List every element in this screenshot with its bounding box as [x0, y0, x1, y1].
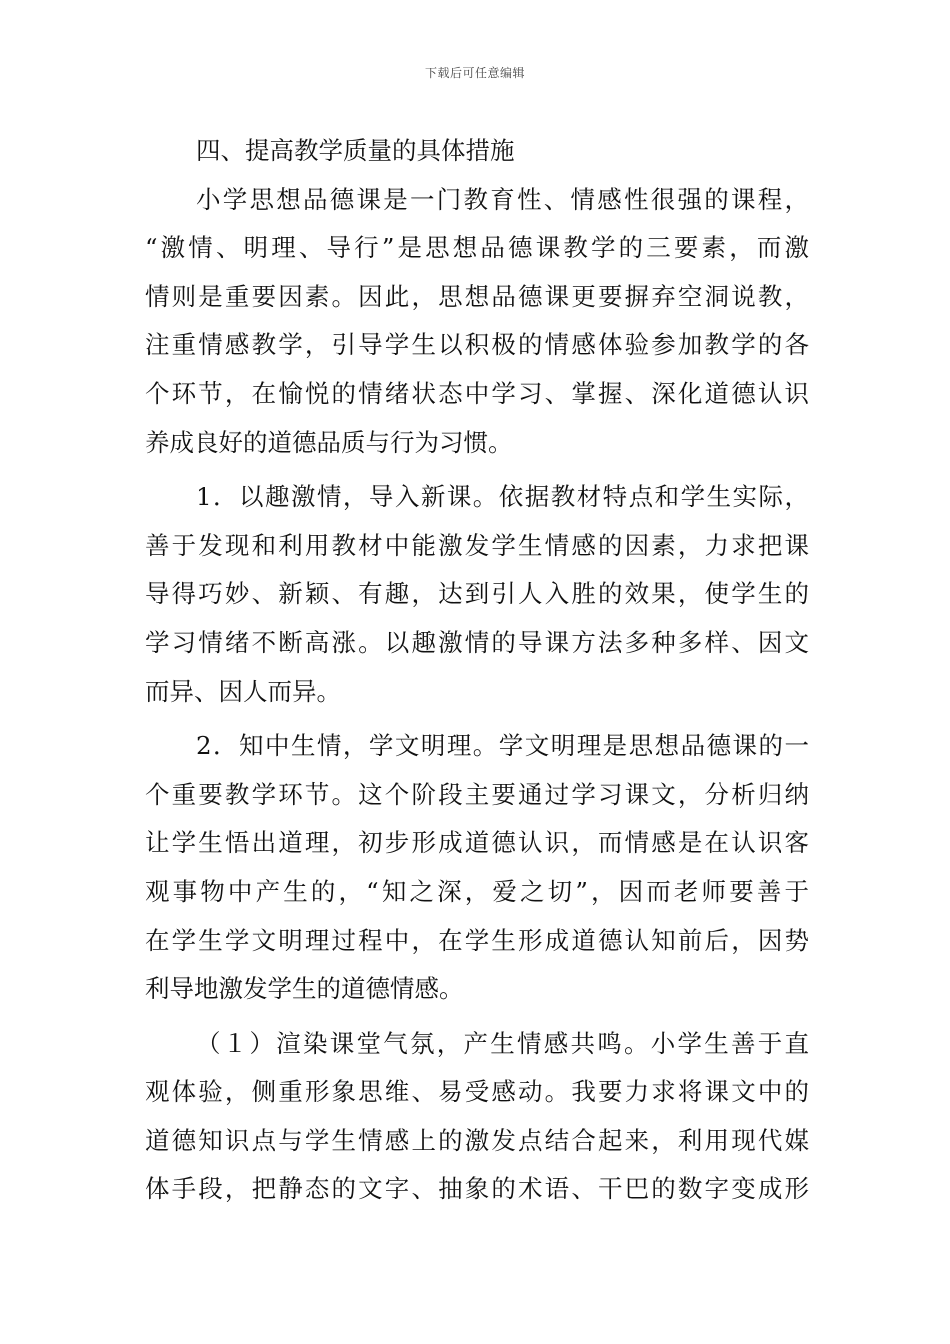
paragraph-line: 2．知中生情，学文明理。学文明理是思想品德课的一	[196, 731, 809, 761]
item-1-paragraph	[145, 473, 809, 716]
item-2-1-paragraph	[145, 1020, 809, 1214]
paragraph-line: 导得巧妙、新颖、有趣，达到引人入胜的效果，使学生的	[145, 579, 809, 609]
paragraph-line: 观事物中产生的，“知之深，爱之切”，因而老师要善于	[145, 876, 809, 906]
paragraph-line: 小学思想品德课是一门教育性、情感性很强的课程，	[196, 184, 809, 214]
paragraph-line: “激情、明理、导行”是思想品德课教学的三要素，而激	[145, 233, 809, 263]
paragraph-line: 在学生学文明理过程中，在学生形成道德认知前后，因势	[145, 925, 809, 955]
paragraph-line: 而异、因人而异。	[145, 676, 341, 706]
section-heading: 四、提高教学质量的具体措施	[196, 136, 515, 165]
page-header-note: 下载后可任意编辑	[424, 66, 525, 80]
paragraph-line: 1．以趣激情，导入新课。依据教材特点和学生实际，	[196, 482, 809, 512]
paragraph-line: 注重情感教学，引导学生以积极的情感体验参加教学的各	[145, 330, 809, 360]
intro-paragraph	[145, 176, 809, 468]
paragraph-line: 让学生悟出道理，初步形成道德认识，而情感是在认识客	[145, 828, 809, 858]
paragraph-line: 观体验，侧重形象思维、易受感动。我要力求将课文中的	[145, 1077, 809, 1107]
paragraph-line: 道德知识点与学生情感上的激发点结合起来，利用现代媒	[145, 1125, 809, 1155]
item-2-paragraph	[145, 722, 809, 1014]
paragraph-line: 个重要教学环节。这个阶段主要通过学习课文，分析归纳	[145, 779, 809, 809]
paragraph-line: （１）渲染课堂气氛，产生情感共鸣。小学生善于直	[196, 1028, 809, 1058]
document-body	[145, 127, 809, 1214]
paragraph-line: 养成良好的道德品质与行为习惯。	[145, 427, 513, 457]
paragraph-line: 学习情绪不断高涨。以趣激情的导课方法多种多样、因文	[145, 627, 809, 657]
paragraph-line: 善于发现和利用教材中能激发学生情感的因素，力求把课	[145, 530, 809, 560]
paragraph-line: 情则是重要因素。因此，思想品德课更要摒弃空洞说教，	[145, 281, 809, 311]
paragraph-line: 体手段，把静态的文字、抽象的术语、干巴的数字变成形	[145, 1174, 809, 1204]
paragraph-line: 利导地激发学生的道德情感。	[145, 974, 464, 1004]
paragraph-line: 个环节，在愉悦的情绪状态中学习、掌握、深化道德认识	[145, 378, 809, 408]
